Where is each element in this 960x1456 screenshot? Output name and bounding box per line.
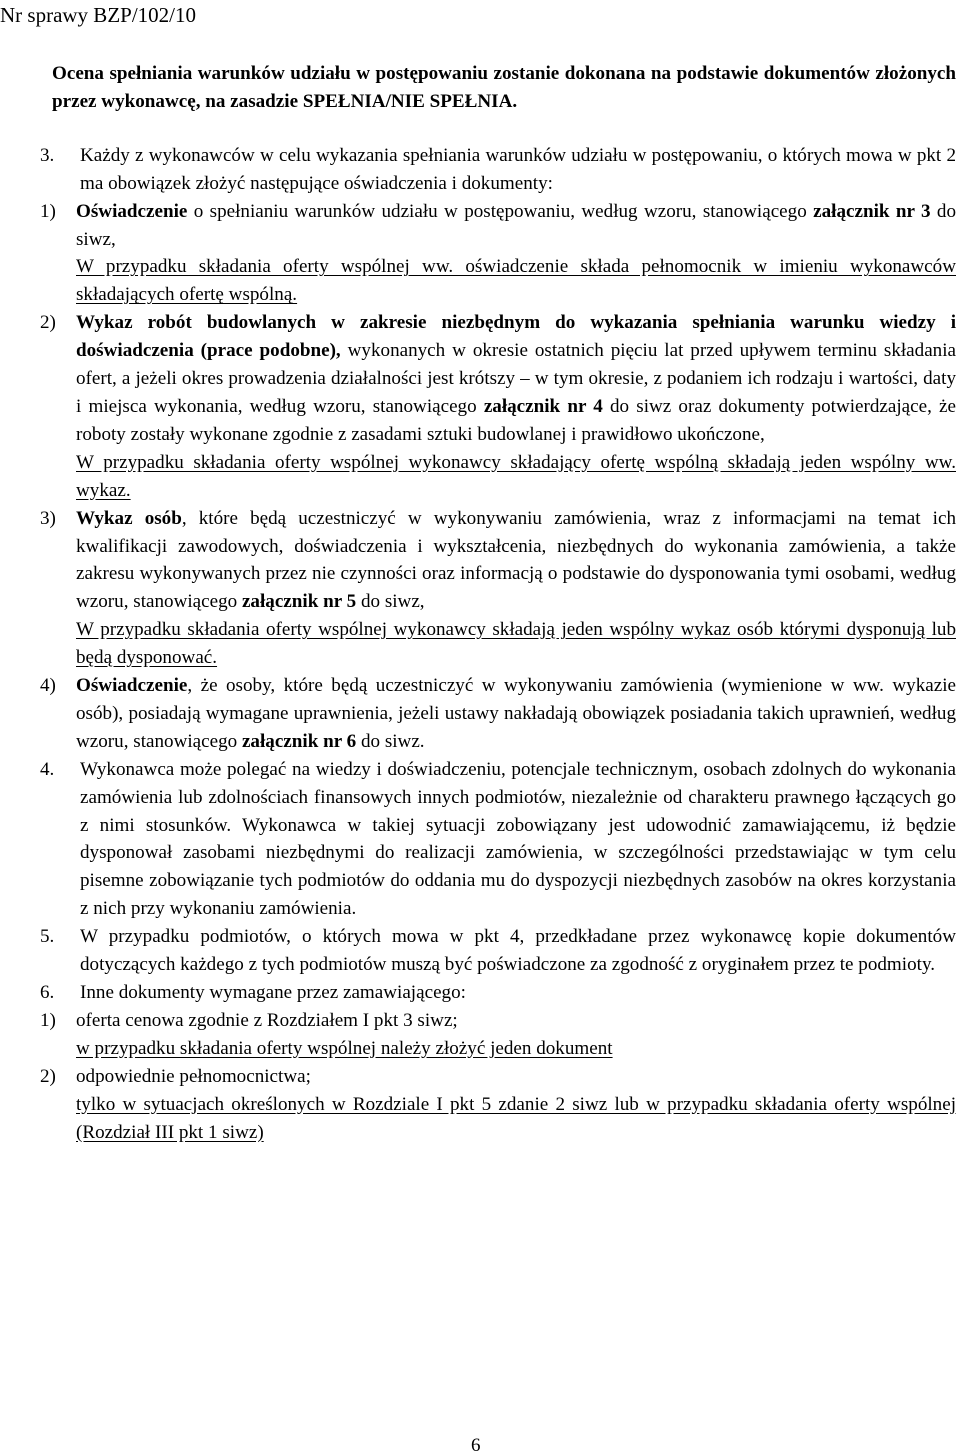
section-6-text: Inne dokumenty wymagane przez zamawiającego: bbox=[80, 982, 466, 1003]
item-text: wykonanych w okresie ostatnich pięciu lat przed upływem terminu składania ofert, a jeżeli okres prowadzenia działalności jest krótszy – w tym okresie, z podaniem ich rodzaju i wartości, daty i miejsca wykonania, według wzoru, stanowiącego bbox=[76, 340, 956, 417]
item-text: , które będą uczestniczyć w wykonywaniu zamówienia, wraz z informacjami na temat ich kwalifikacji zawodowych, doświadczenia i wykształcenia, niezbędnych do wykonania zamówienia, a także zakresu wykonywanych przez nie czynności oraz informacją o podstawie do dysponowania tymi osobami, według wzoru, stanowiącego bbox=[76, 507, 956, 613]
section-number: 3. bbox=[40, 144, 55, 166]
section-number: 5. bbox=[40, 926, 55, 948]
section-number: 6. bbox=[40, 982, 55, 1003]
document-body bbox=[40, 60, 956, 1146]
joint-offer-note: W przypadku składania oferty wspólnej wykonawcy składają jeden wspólny wykaz osób którymi dysponują lub będą dysponować. bbox=[76, 619, 956, 669]
item-number: 1) bbox=[40, 200, 56, 222]
list-item-3-4 bbox=[40, 672, 956, 756]
item-number: 3) bbox=[40, 507, 56, 529]
item-text-end: do siwz. bbox=[356, 730, 425, 752]
list-item-3-1 bbox=[40, 198, 956, 310]
item-text-end: do siwz, bbox=[76, 200, 956, 250]
joint-offer-note: W przypadku składania oferty wspólnej ww. oświadczenie składa pełnomocnik w imieniu wykonawców składających ofertę wspólną. bbox=[76, 256, 956, 306]
attachment-ref: załącznik nr 4 bbox=[483, 395, 603, 417]
evaluation-intro: Ocena spełniania warunków udziału w postępowaniu zostanie dokonana na podstawie dokumentów złożonych przez wykonawcę, na zasadzie SPEŁNIA/NIE SPEŁNIA. bbox=[52, 63, 956, 112]
joint-offer-note: W przypadku składania oferty wspólnej wykonawcy składający ofertę wspólną składają jeden wspólny ww. wykaz. bbox=[76, 451, 956, 501]
item-number: 2) bbox=[40, 1065, 56, 1087]
item-number: 2) bbox=[40, 312, 56, 334]
item-bold-title: Wykaz robót budowlanych w zakresie niezbędnym do wykazania spełniania warunku wiedzy i doświadczenia (prace podobne), bbox=[76, 312, 956, 362]
item-text: odpowiednie pełnomocnictwa; bbox=[76, 1065, 311, 1087]
page-number: 6 bbox=[471, 1435, 481, 1456]
item-bold-title: Oświadczenie bbox=[76, 675, 188, 697]
section-4-text: Wykonawca może polegać na wiedzy i doświadczeniu, potencjale technicznym, osobach zdolnych do wykonania zamówienia lub zdolnościach finansowych innych podmiotów, niezależnie od charakteru prawnego łączących go z nimi stosunków. Wykonawca w takiej sytuacji zobowiązany jest udowodnić zamawiającemu, iż będzie dysponował zasobami niezbędnymi do realizacji zamówienia, w szczególności przedstawiając w tym celu pisemne zobowiązanie tych podmiotów do oddania mu do dyspozycji niezbędnych zasobów na okres korzystania z nich przy wykonaniu zamówienia. bbox=[80, 758, 956, 920]
section-5-text: W przypadku podmiotów, o których mowa w pkt 4, przedkładane przez wykonawcę kopie dokumentów dotyczących każdego z tych podmiotów muszą być poświadczone za zgodność z oryginałem przez te podmioty. bbox=[80, 926, 956, 976]
section-3-header bbox=[40, 142, 956, 198]
item-number: 1) bbox=[40, 1009, 56, 1031]
item-text: , że osoby, które będą uczestniczyć w wykonywaniu zamówienia (wymienione w ww. wykazie osób), posiadają wymagane uprawnienia, jeżeli ustawy nakładają obowiązek posiadania takich uprawnień, według wzoru, stanowiącego bbox=[76, 675, 956, 752]
list-item-3-3 bbox=[40, 505, 956, 672]
list-item-6-2 bbox=[40, 1063, 956, 1147]
item-text: oferta cenowa zgodnie z Rozdziałem I pkt 3 siwz; bbox=[76, 1009, 458, 1031]
section-number: 4. bbox=[40, 758, 55, 780]
item-text-end: do siwz, bbox=[356, 591, 425, 613]
joint-offer-note: tylko w sytuacjach określonych w Rozdziale I pkt 5 zdanie 2 siwz lub w przypadku składania oferty wspólnej (Rozdział III pkt 1 siwz) bbox=[76, 1093, 956, 1143]
attachment-ref: załącznik nr 5 bbox=[241, 591, 357, 613]
joint-offer-note: w przypadku składania oferty wspólnej należy złożyć jeden dokument bbox=[76, 1037, 613, 1059]
attachment-ref: załącznik nr 6 bbox=[241, 730, 357, 752]
section-3-text: Każdy z wykonawców w celu wykazania spełniania warunków udziału w postępowaniu, o których mowa w pkt 2 ma obowiązek złożyć następujące oświadczenia i dokumenty: bbox=[80, 144, 956, 194]
section-4 bbox=[40, 756, 956, 923]
item-bold-title: Oświadczenie bbox=[76, 200, 188, 222]
list-item-3-2 bbox=[40, 309, 956, 504]
section-6 bbox=[40, 979, 956, 1007]
section-5 bbox=[40, 923, 956, 979]
item-text: o spełnianiu warunków udziału w postępowaniu, według wzoru, stanowiącego bbox=[187, 200, 814, 222]
section-3 bbox=[40, 142, 956, 756]
item-bold-title: Wykaz osób bbox=[76, 507, 182, 529]
item-number: 4) bbox=[40, 675, 56, 697]
attachment-ref: załącznik nr 3 bbox=[813, 200, 931, 222]
case-number: Nr sprawy BZP/102/10 bbox=[0, 3, 196, 27]
item-text-end: do siwz oraz dokumenty potwierdzające, że roboty zostały wykonane zgodnie z zasadami sztuki budowlanej i prawidłowo ukończone, bbox=[76, 395, 956, 445]
list-item-6-1 bbox=[40, 1007, 956, 1063]
